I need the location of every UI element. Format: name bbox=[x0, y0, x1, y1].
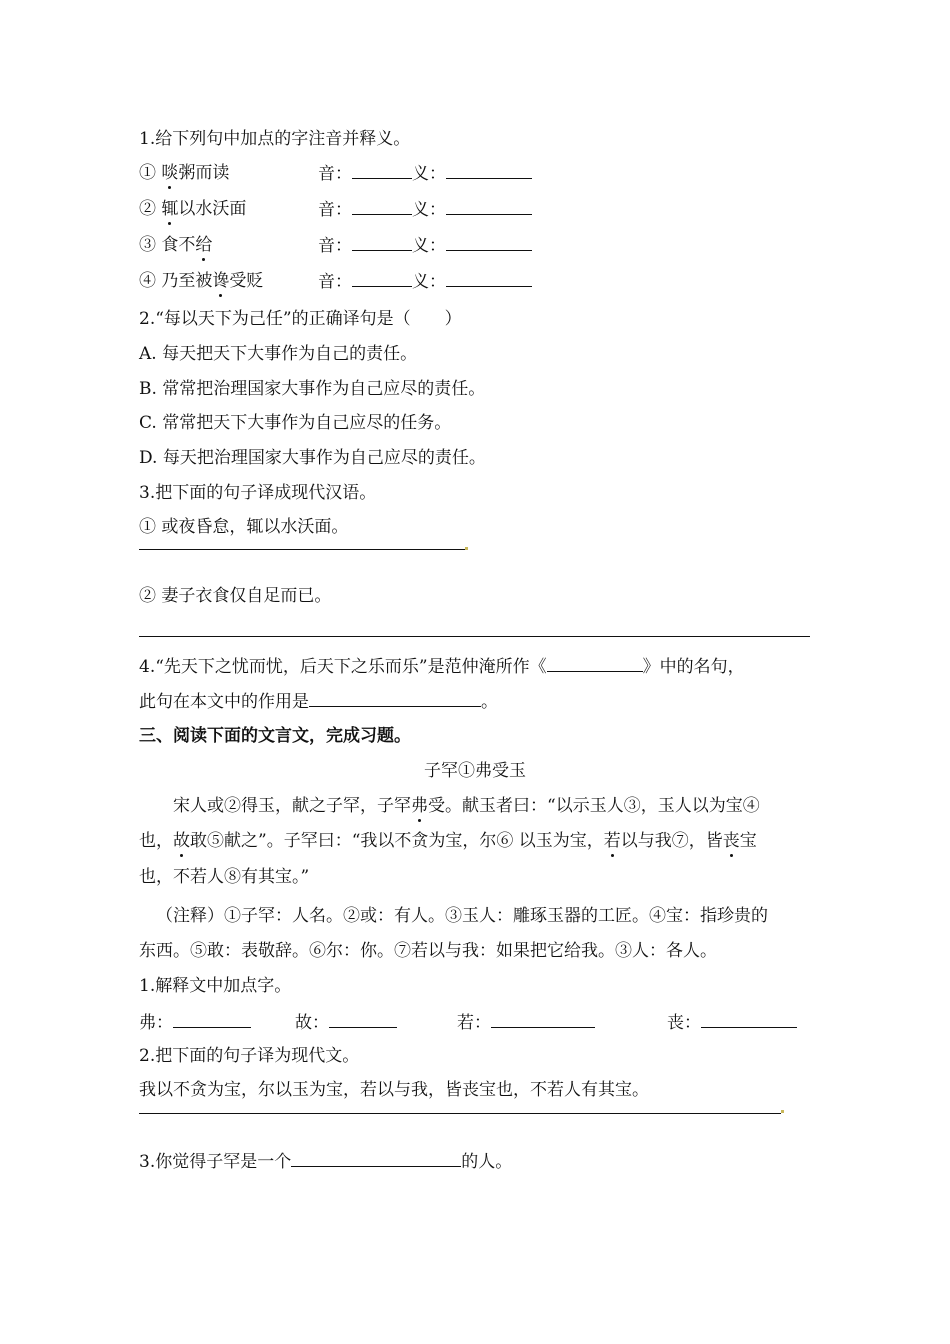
note-line-1: （注释）①子罕：人名。②或：有人。③玉人：雕琢玉器的工匠。④宝：指珍贵的 bbox=[156, 906, 768, 926]
yin-blank-3[interactable] bbox=[352, 234, 412, 251]
q1-item-1 bbox=[139, 162, 229, 184]
p3-line: 3.你觉得子罕是一个 的人。 bbox=[139, 1152, 513, 1172]
q3-sentence-1: ① 或夜昏怠，辄以水沃面。 bbox=[139, 517, 349, 537]
q1-answer-3: 音： 义： bbox=[318, 234, 532, 257]
q1-answer-1: 音： 义： bbox=[318, 162, 532, 185]
q1-title: 1.给下列句中加点的字注音并释义。 bbox=[139, 129, 411, 149]
note-line-2: 东西。⑤敢：表敬辞。⑥尔：你。⑦若以与我：如果把它给我。③人：各人。 bbox=[139, 941, 717, 961]
yi-blank-1[interactable] bbox=[446, 162, 532, 179]
yi-blank-3[interactable] bbox=[446, 234, 532, 251]
q3-answer-line-2[interactable] bbox=[139, 636, 810, 637]
p1-fu: 弗： bbox=[139, 1011, 251, 1034]
p2-title: 2.把下面的句子译为现代文。 bbox=[139, 1046, 360, 1066]
q1-item-3 bbox=[139, 234, 212, 256]
p1-sang: 丧： bbox=[667, 1011, 797, 1034]
p2-sentence: 我以不贪为宝，尔以玉为宝，若以与我，皆丧宝也，不若人有其宝。 bbox=[139, 1080, 649, 1100]
p2-answer-line[interactable] bbox=[139, 1113, 781, 1114]
passage-line-3: 也，不若人⑧有其宝。” bbox=[139, 867, 310, 887]
q1-answer-4: 音： 义： bbox=[318, 270, 532, 293]
q3-sentence-2: ② 妻子衣食仅自足而已。 bbox=[139, 586, 332, 606]
q3-answer-line-1[interactable] bbox=[139, 549, 465, 550]
passage-title: 子罕①弗受玉 bbox=[424, 761, 526, 781]
q1-answer-2: 音： 义： bbox=[318, 198, 532, 221]
q2-option-c: C. 常常把天下大事作为自己应尽的任务。 bbox=[139, 413, 452, 433]
q1-item-4-text: ④ 乃至被谗受贬 bbox=[139, 271, 264, 291]
q4-blank-function[interactable] bbox=[309, 690, 481, 707]
section-heading: 三、阅读下面的文言文，完成习题。 bbox=[139, 726, 411, 746]
gu-blank[interactable] bbox=[329, 1011, 397, 1028]
yin-blank-2[interactable] bbox=[352, 198, 412, 215]
q1-item-2-text: ② 辄以水沃面 bbox=[139, 199, 247, 219]
q1-item-4 bbox=[139, 270, 263, 292]
yi-blank-4[interactable] bbox=[446, 270, 532, 287]
q1-item-1-text: ① 啖粥而读 bbox=[139, 163, 230, 183]
q3-title: 3.把下面的句子译成现代汉语。 bbox=[139, 483, 377, 503]
p1-title: 1.解释文中加点字。 bbox=[139, 976, 292, 996]
yin-blank-1[interactable] bbox=[352, 162, 412, 179]
q4-blank-title[interactable] bbox=[547, 655, 643, 672]
q1-item-2 bbox=[139, 198, 246, 220]
mark-dot bbox=[465, 547, 468, 550]
passage-line-1: 宋人或②得玉，献之子罕，子罕弗受。献玉者曰：“以示玉人③，玉人以为宝④ bbox=[173, 796, 760, 816]
q2-option-a: A. 每天把天下大事作为自己的责任。 bbox=[139, 344, 418, 364]
fu-blank[interactable] bbox=[173, 1011, 251, 1028]
sang-blank[interactable] bbox=[701, 1011, 797, 1028]
q4-line-2: 此句在本文中的作用是 。 bbox=[139, 692, 498, 712]
p1-ruo: 若： bbox=[457, 1011, 595, 1034]
ruo-blank[interactable] bbox=[491, 1011, 595, 1028]
p1-gu: 故： bbox=[295, 1011, 397, 1034]
passage-line-2: 也，故敢⑤献之”。子罕曰：“我以不贪为宝，尔⑥ 以玉为宝，若以与我⑦，皆丧宝 bbox=[139, 831, 757, 851]
q4-line-1: 4.“先天下之忧而忧，后天下之乐而乐”是范仲淹所作《 》中的名句， bbox=[139, 657, 745, 677]
q1-item-3-text: ③ 食不给 bbox=[139, 235, 213, 255]
yi-blank-2[interactable] bbox=[446, 198, 532, 215]
mark-dot-2 bbox=[781, 1110, 784, 1113]
yin-blank-4[interactable] bbox=[352, 270, 412, 287]
q2-option-b: B. 常常把治理国家大事作为自己应尽的责任。 bbox=[139, 379, 486, 399]
p3-blank[interactable] bbox=[291, 1150, 461, 1167]
q2-title: 2.“每以天下为己任”的正确译句是（ ） bbox=[139, 309, 462, 329]
q2-option-d: D. 每天把治理国家大事作为自己应尽的责任。 bbox=[139, 448, 486, 468]
